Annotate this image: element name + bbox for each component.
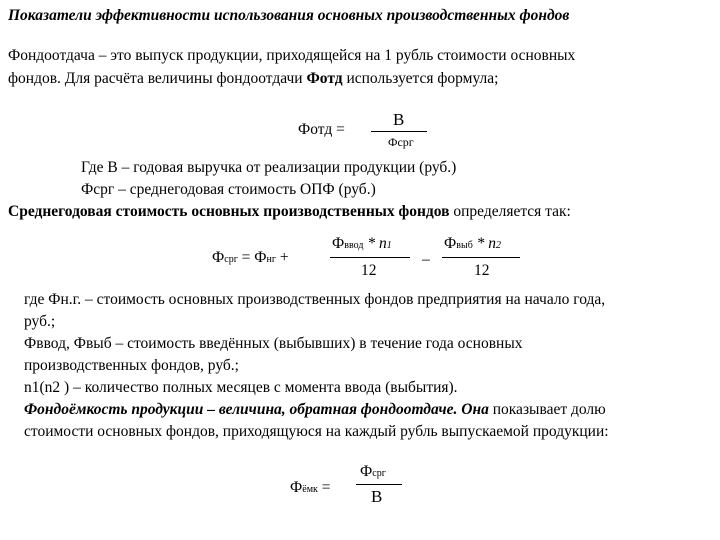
explanation-fng: где Фн.г. – стоимость основных производственных фондов предприятия на начало года, — [24, 291, 606, 308]
formula2-numerator-2 — [444, 234, 501, 256]
intro-text: фондов. Для расчёта величины фондоотдачи — [8, 70, 307, 87]
sub-srg: срг — [372, 468, 386, 479]
formula1-denominator: Фсрг — [388, 135, 414, 149]
times-n: * n — [472, 235, 497, 252]
formula2-fraction-bar-2 — [442, 257, 520, 258]
explanation-fng-unit: руб.; — [24, 313, 56, 330]
formula2-fraction-bar-1 — [330, 257, 410, 258]
formula2-numerator-1 — [332, 234, 392, 256]
explanation-fvvod: Фввод, Фвыб – стоимость введённых (выбывших) в течение года основных — [24, 335, 523, 352]
fotd-term: Фотд — [306, 70, 343, 87]
equals-phi: = Ф — [237, 249, 267, 266]
avg-cost-heading — [8, 202, 571, 222]
phi-symbol: Ф — [444, 235, 457, 252]
capital-intensity-line-2: стоимости основных фондов, приходящуюся на каждый рубль выпускаемой продукции: — [24, 423, 609, 440]
equals-sign: = — [317, 479, 331, 496]
formula3-numerator — [360, 462, 386, 484]
sub-ng: нг — [266, 254, 276, 265]
times-n: * n — [363, 235, 387, 252]
sub-vyb: выб — [456, 240, 473, 251]
capital-intensity-term: Фондоёмкость продукции – величина, обратная фондоотдаче. Она — [24, 401, 489, 418]
avg-cost-heading-rest: определяется так: — [449, 203, 571, 220]
formula3-denominator: В — [371, 487, 383, 506]
index-1: 1 — [386, 240, 392, 251]
formula1-numerator: В — [393, 110, 405, 129]
avg-cost-heading-bold: Среднегодовая стоимость основных производственных фондов — [8, 203, 450, 220]
explanation-n: n1(n2 ) – количество полных месяцев с момента ввода (выбытия). — [24, 379, 458, 396]
intro-line-1: Фондоотдача – это выпуск продукции, приходящейся на 1 рубль стоимости основных — [8, 47, 576, 64]
plus-sign: + — [276, 249, 289, 266]
page-title: Показатели эффективности использования основных производственных фондов — [8, 7, 570, 24]
definition-fsrg: Фсрг – среднегодовая стоимость ОПФ (руб.) — [81, 181, 376, 198]
sub-emk: ёмк — [302, 484, 318, 495]
phi-symbol: Ф — [332, 235, 345, 252]
index-2: 2 — [496, 240, 502, 251]
formula2-denominator-2: 12 — [474, 262, 490, 279]
capital-intensity-definition — [24, 400, 606, 420]
sub-vvod: ввод — [344, 240, 364, 251]
intro-line-2 — [8, 69, 498, 89]
sub-srg: срг — [224, 254, 238, 265]
minus-sign: – — [422, 251, 430, 268]
formula2-lhs — [212, 248, 289, 270]
formula1-fraction-bar — [371, 131, 427, 132]
formula1-lhs: Фотд = — [298, 121, 345, 138]
formula2-denominator-1: 12 — [361, 262, 377, 279]
capital-intensity-rest: показывает долю — [488, 401, 606, 418]
phi-symbol: Ф — [212, 249, 225, 266]
definition-b: Где В – годовая выручка от реализации продукции (руб.) — [81, 159, 457, 176]
formula3-lhs — [290, 478, 331, 500]
phi-symbol: Ф — [360, 463, 373, 480]
explanation-fvvod-cont: производственных фондов, руб.; — [24, 357, 239, 374]
intro-text-end: используется формула; — [342, 70, 499, 87]
formula3-fraction-bar — [356, 484, 402, 485]
phi-symbol: Ф — [290, 479, 303, 496]
